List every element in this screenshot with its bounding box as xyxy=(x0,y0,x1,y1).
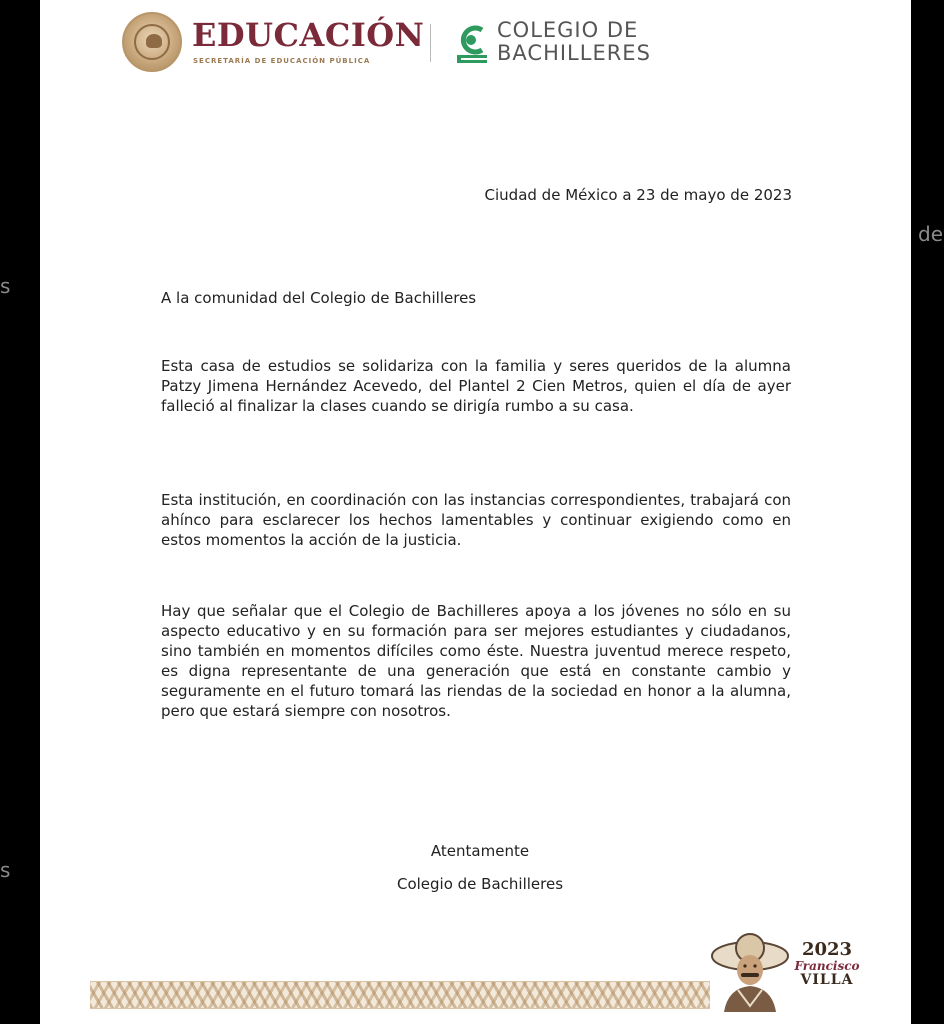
francisco-villa-portrait-icon xyxy=(710,926,790,1012)
cb-wordmark-line2: BACHILLERES xyxy=(497,41,651,65)
decorative-footer-band xyxy=(90,981,710,1009)
seal-ring xyxy=(134,24,170,60)
sep-subtitle: SECRETARÍA DE EDUCACIÓN PÚBLICA xyxy=(193,57,371,65)
colegio-bachilleres-wordmark xyxy=(497,19,651,65)
signature: Colegio de Bachilleres xyxy=(396,875,564,893)
background-edge-text: s xyxy=(0,858,11,882)
year-first-name: Francisco xyxy=(794,959,860,973)
background-edge-text: de xyxy=(918,222,943,246)
eagle-icon xyxy=(146,34,162,48)
year-badge xyxy=(792,940,862,988)
sep-wordmark: EDUCACIÓN xyxy=(192,16,425,54)
colegio-bachilleres-logo-icon xyxy=(454,22,490,66)
date-line: Ciudad de México a 23 de mayo de 2023 xyxy=(484,186,792,204)
paragraph-justice: Esta institución, en coordinación con las instancias correspondientes, trabajará con ahínco para esclarecer los hechos lamentables y continuar exigiendo como en estos momentos la acción de la justicia. xyxy=(161,491,791,549)
year-number: 2023 xyxy=(801,939,853,960)
closing: Atentamente xyxy=(430,842,530,860)
letter-page xyxy=(40,0,911,1024)
national-seal-logo xyxy=(122,12,182,72)
salutation: A la comunidad del Colegio de Bachilleres xyxy=(161,289,477,307)
paragraph-condolence: Esta casa de estudios se solidariza con la familia y seres queridos de la alumna Patzy Jimena Hernández Acevedo, del Plantel 2 Cien Metros, quien el día de ayer falleció al finalizar la clases cuando se dirigía rumbo a su casa. xyxy=(161,357,791,415)
cb-wordmark-line1: COLEGIO DE xyxy=(497,18,639,42)
logo-divider xyxy=(430,24,431,62)
letterhead xyxy=(122,10,742,74)
background-edge-text: s xyxy=(0,274,11,298)
paragraph-support: Hay que señalar que el Colegio de Bachilleres apoya a los jóvenes no sólo en su aspecto educativo y en su formación para ser mejores estudiantes y ciudadanos, sino también en momentos difíciles como éste. Nuestra juventud merece respeto, es digna representante de una generación que está en constante cambio y seguramente en el futuro tomará las riendas de la sociedad en honor a la alumna, pero que estará siempre con nosotros. xyxy=(161,602,791,720)
year-last-name: VILLA xyxy=(800,972,854,988)
